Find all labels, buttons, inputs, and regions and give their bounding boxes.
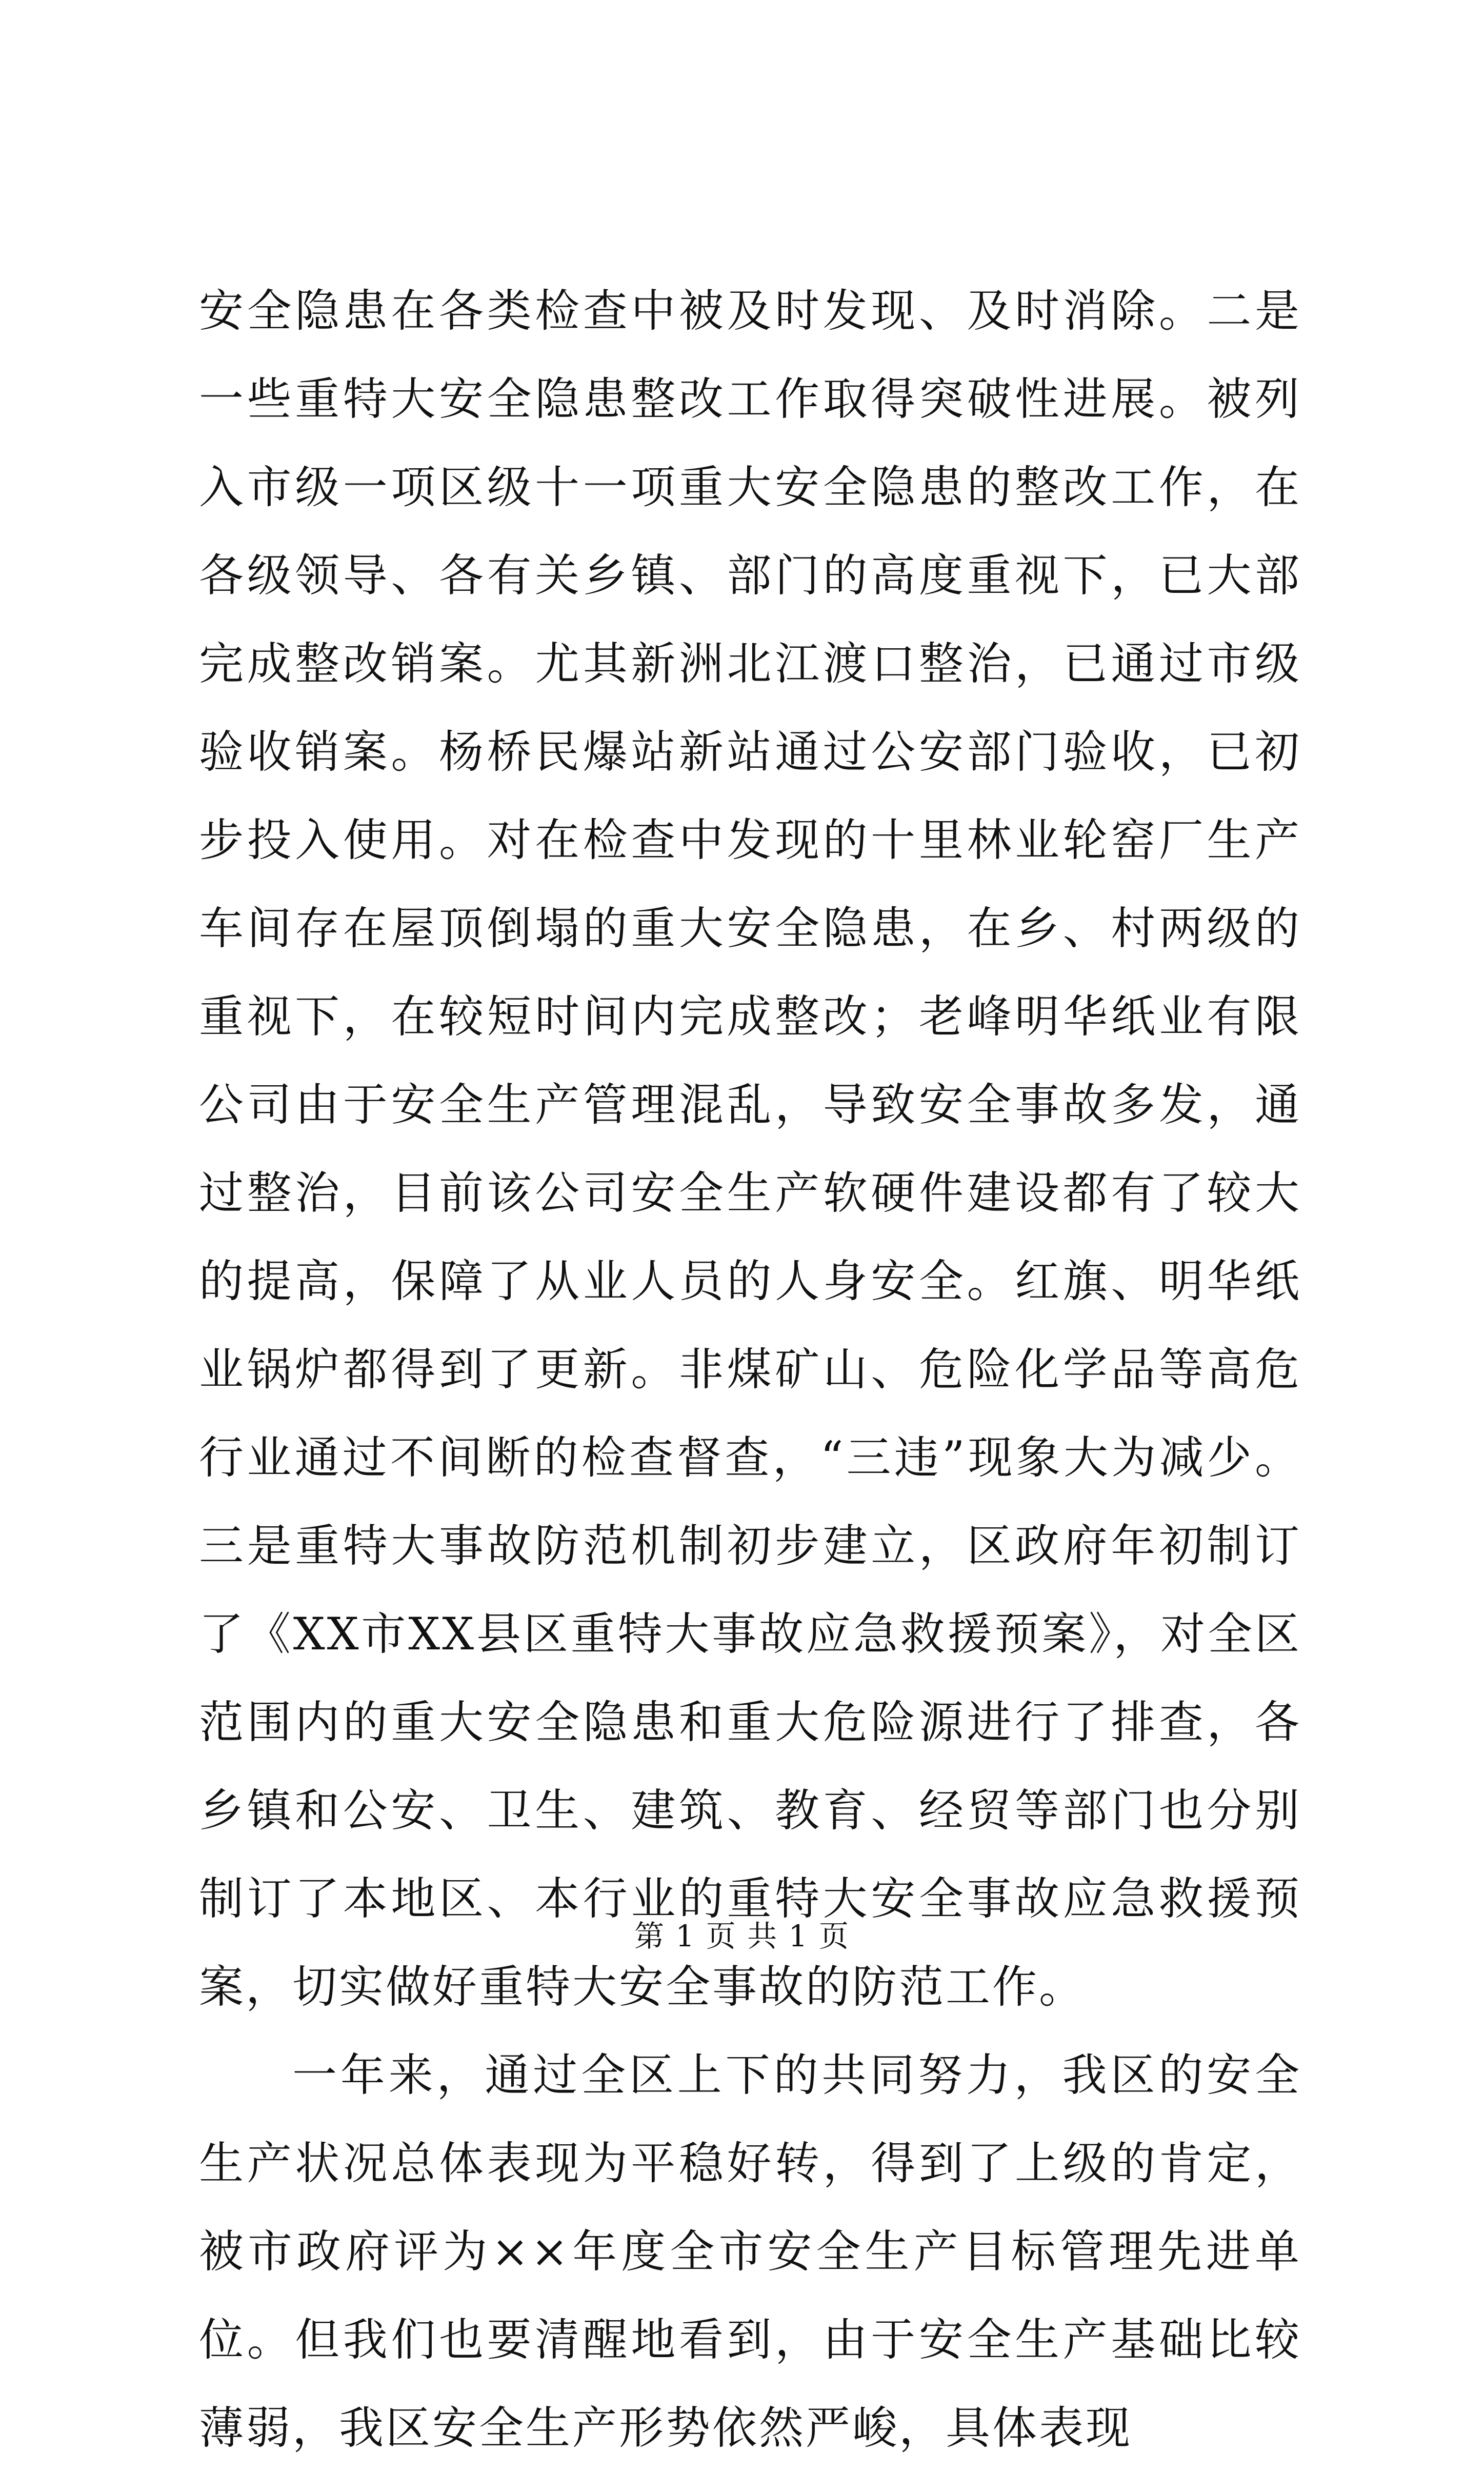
page-footer: 第 1 页 共 1 页: [634, 1919, 850, 1953]
paragraph-2: 一年来，通过全区上下的共同努力，我区的安全生产状况总体表现为平稳好转，得到了上级的肯定，被市政府评为××年度全市安全生产目标管理先进单位。但我们也要清醒地看到，由于安全生产基础比较薄弱，我区安全生产形势依然严峻，具体表现: [199, 2049, 1301, 2454]
paragraph-1: 安全隐患在各类检查中被及时发现、及时消除。二是一些重特大安全隐患整改工作取得突破性进展。被列入市级一项区级十一项重大安全隐患的整改工作，在各级领导、各有关乡镇、部门的高度重视下，已大部完成整改销案。尤其新洲北江渡口整治，已通过市级验收销案。杨桥民爆站新站通过公安部门验收，已初步投入使用。对在检查中发现的十里林业轮窑厂生产车间存在屋顶倒塌的重大安全隐患，在乡、村两级的重视下，在较短时间内完成整改；老峰明华纸业有限公司由于安全生产管理混乱，导致安全事故多发，通过整治，目前该公司安全生产软硬件建设都有了较大的提高，保障了从业人员的人身安全。红旗、明华纸业锅炉都得到了更新。非煤矿山、危险化学品等高危行业通过不间断的检查督查，“三违”现象大为减少。三是重特大事故防范机制初步建立，区政府年初制订了《XX市XX县区重特大事故应急救援预案》，对全区范围内的重大安全隐患和重大危险源进行了排查，各乡镇和公安、卫生、建筑、教育、经贸等部门也分别制订了本地区、本行业的重特大安全事故应急救援预案，切实做好重特大安全事故的防范工作。: [199, 285, 1301, 2013]
document-body: [199, 267, 1301, 2472]
